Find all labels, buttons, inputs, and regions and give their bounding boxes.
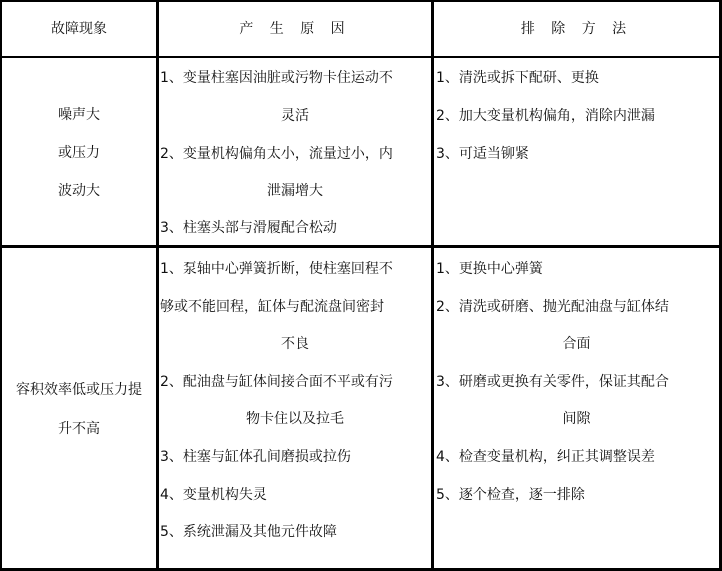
column-divider-1 bbox=[156, 0, 159, 571]
row1-symptom-line: 或压力 bbox=[58, 145, 100, 161]
column-divider-2 bbox=[431, 0, 434, 571]
row2-symptom-line: 升不高 bbox=[58, 421, 100, 437]
row2-cause-line: 物卡住以及拉毛 bbox=[246, 411, 344, 427]
row1-cause-line: 3、柱塞头部与滑履配合松动 bbox=[160, 220, 337, 236]
row2-cause-line: 够或不能回程，缸体与配流盘间密封 bbox=[160, 299, 384, 315]
row1-cause-line: 泄漏增大 bbox=[267, 183, 323, 199]
row1-remedy-line: 3、可适当铆紧 bbox=[436, 146, 529, 162]
row2-cause-line: 1、泵轴中心弹簧折断，使柱塞回程不 bbox=[160, 261, 393, 277]
row2-cause-line: 5、系统泄漏及其他元件故障 bbox=[160, 524, 337, 540]
row2-remedy-line: 1、更换中心弹簧 bbox=[436, 261, 543, 277]
row2-symptom-line: 容积效率低或压力提 bbox=[16, 382, 142, 398]
row2-remedy-line: 3、研磨或更换有关零件，保证其配合 bbox=[436, 374, 669, 390]
row2-remedy-line: 5、逐个检查，逐一排除 bbox=[436, 487, 585, 503]
header-divider bbox=[0, 56, 722, 58]
row1-cause-line: 灵活 bbox=[281, 108, 309, 124]
row1-remedy-line: 1、清洗或拆下配研、更换 bbox=[436, 70, 599, 86]
row2-remedy-line: 合面 bbox=[562, 336, 591, 352]
row2-remedy-line: 2、清洗或研磨、抛光配油盘与缸体结 bbox=[436, 299, 669, 315]
row1-remedy-line: 2、加大变量机构偏角，消除内泄漏 bbox=[436, 108, 655, 124]
table-border-top bbox=[0, 0, 722, 2]
row2-remedy-line: 4、检查变量机构，纠正其调整误差 bbox=[436, 449, 655, 465]
row2-cause-line: 不良 bbox=[281, 336, 309, 352]
row1-cause-line: 2、变量机构偏角太小，流量过小，内 bbox=[160, 146, 393, 162]
row2-remedy-line: 间隙 bbox=[562, 411, 591, 427]
header-symptom: 故障现象 bbox=[51, 21, 107, 37]
row1-cause-line: 1、变量柱塞因油脏或污物卡住运动不 bbox=[160, 70, 393, 86]
row1-symptom-line: 波动大 bbox=[58, 183, 100, 199]
row2-cause-line: 2、配油盘与缸体间接合面不平或有污 bbox=[160, 374, 393, 390]
row2-cause-line: 4、变量机构失灵 bbox=[160, 487, 267, 503]
header-remedy: 排 除 方 法 bbox=[520, 21, 633, 37]
row1-symptom-line: 噪声大 bbox=[58, 107, 100, 123]
row2-cause-line: 3、柱塞与缸体孔间磨损或拉伤 bbox=[160, 449, 351, 465]
table-border-left bbox=[0, 0, 2, 571]
header-cause: 产 生 原 因 bbox=[239, 21, 351, 37]
row-divider bbox=[0, 245, 722, 248]
